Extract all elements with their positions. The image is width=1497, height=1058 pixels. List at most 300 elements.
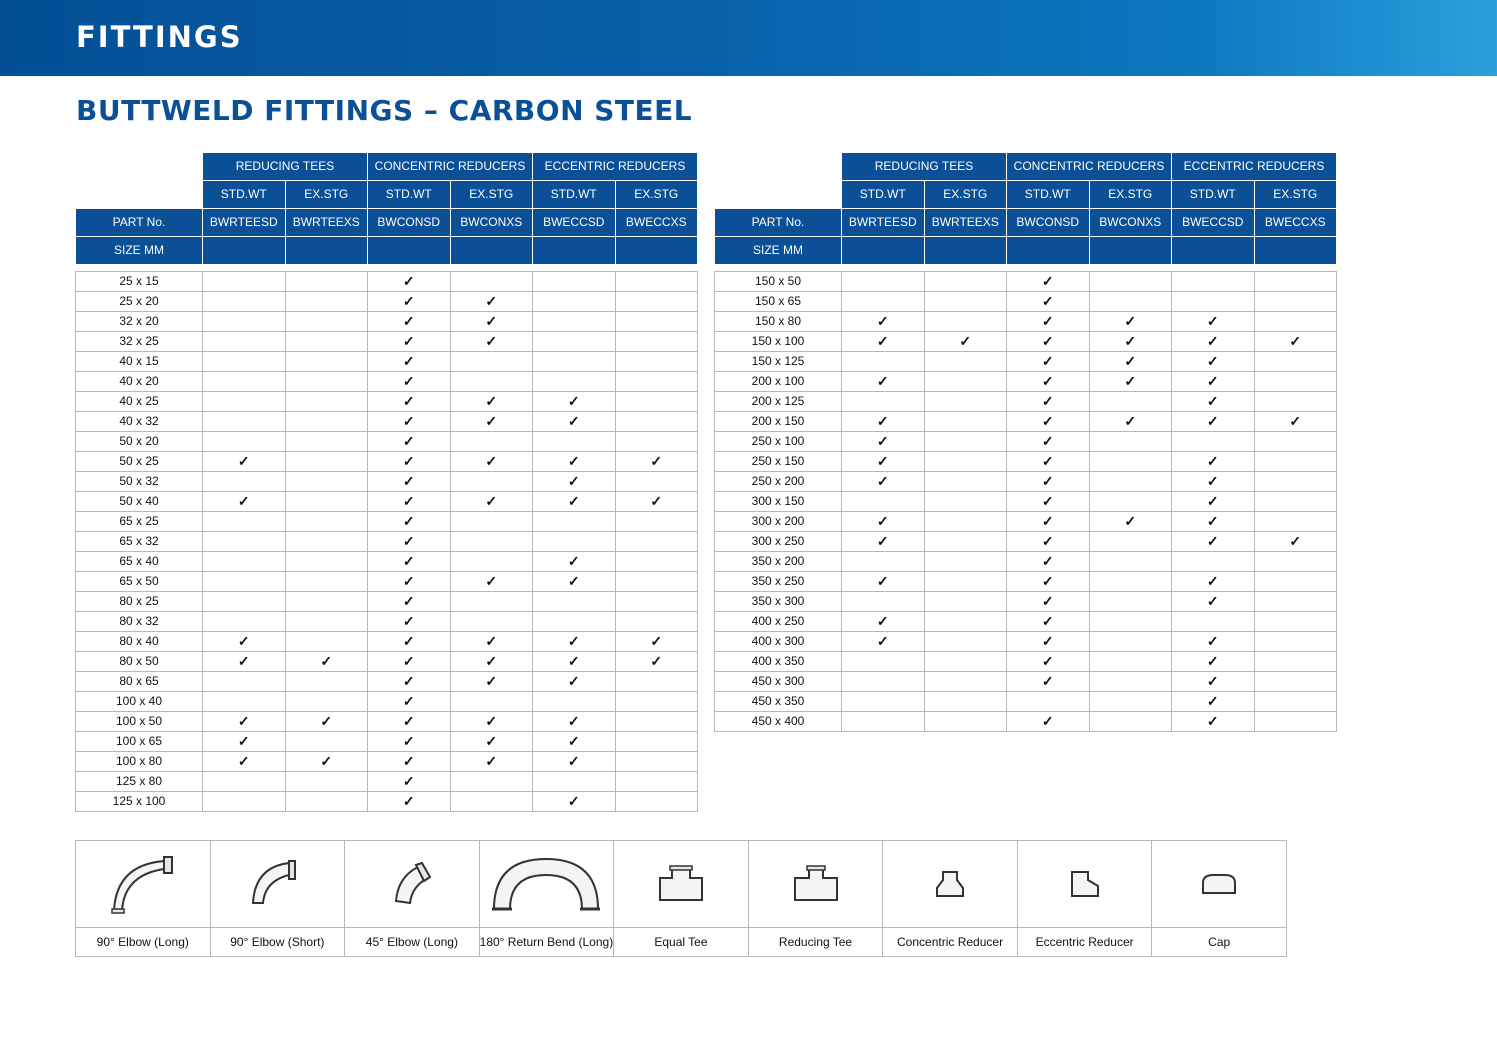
check-mark-cell: ✓ bbox=[615, 492, 698, 512]
check-mark-cell: ✓ bbox=[368, 712, 451, 732]
empty-cell bbox=[1007, 692, 1090, 712]
empty-cell bbox=[842, 592, 925, 612]
empty-cell bbox=[615, 292, 698, 312]
empty-cell bbox=[450, 552, 533, 572]
table-row bbox=[76, 472, 698, 492]
check-mark-cell: ✓ bbox=[842, 312, 925, 332]
group-header-concentric-reducers: CONCENTRIC REDUCERS bbox=[368, 153, 533, 181]
check-mark-cell: ✓ bbox=[1007, 532, 1090, 552]
empty-cell bbox=[924, 372, 1007, 392]
empty-cell bbox=[615, 732, 698, 752]
table-row bbox=[76, 572, 698, 592]
group-header-reducing-tees: REDUCING TEES bbox=[842, 153, 1007, 181]
group-header-eccentric-reducers: ECCENTRIC REDUCERS bbox=[533, 153, 698, 181]
check-mark-cell: ✓ bbox=[1172, 392, 1255, 412]
empty-cell bbox=[1172, 272, 1255, 292]
check-mark-cell: ✓ bbox=[368, 352, 451, 372]
check-mark-cell: ✓ bbox=[533, 792, 616, 812]
empty-cell bbox=[1254, 312, 1337, 332]
empty-cell bbox=[533, 692, 616, 712]
empty-cell bbox=[285, 732, 368, 752]
empty-cell bbox=[203, 412, 286, 432]
empty-cell bbox=[1089, 572, 1172, 592]
empty-cell bbox=[842, 272, 925, 292]
empty-cell bbox=[842, 552, 925, 572]
empty-cell bbox=[285, 472, 368, 492]
table-row bbox=[715, 572, 1337, 592]
size-cell: 80 x 65 bbox=[76, 672, 203, 692]
check-mark-cell: ✓ bbox=[1172, 652, 1255, 672]
table-row bbox=[715, 692, 1337, 712]
table-row bbox=[715, 372, 1337, 392]
part-number: BWECCXS bbox=[1254, 209, 1337, 237]
empty-cell bbox=[203, 692, 286, 712]
table-row bbox=[715, 412, 1337, 432]
table-row bbox=[715, 672, 1337, 692]
fitting-label: 180° Return Bend (Long) bbox=[479, 928, 614, 957]
subhead: STD.WT bbox=[203, 181, 286, 209]
check-mark-cell: ✓ bbox=[450, 632, 533, 652]
empty-cell bbox=[450, 692, 533, 712]
size-mm-label: SIZE MM bbox=[76, 237, 203, 265]
empty-cell bbox=[533, 772, 616, 792]
empty-cell bbox=[285, 792, 368, 812]
empty-cell bbox=[450, 352, 533, 372]
check-mark-cell: ✓ bbox=[1007, 672, 1090, 692]
empty-cell bbox=[615, 772, 698, 792]
group-header-concentric-reducers: CONCENTRIC REDUCERS bbox=[1007, 153, 1172, 181]
check-mark-cell: ✓ bbox=[1007, 452, 1090, 472]
empty-cell bbox=[533, 532, 616, 552]
table-row bbox=[715, 492, 1337, 512]
check-mark-cell: ✓ bbox=[450, 452, 533, 472]
part-number: BWECCSD bbox=[1172, 209, 1255, 237]
header-banner bbox=[0, 0, 1497, 76]
empty-cell bbox=[285, 552, 368, 572]
check-mark-cell: ✓ bbox=[533, 472, 616, 492]
subhead: STD.WT bbox=[533, 181, 616, 209]
check-mark-cell: ✓ bbox=[368, 572, 451, 592]
empty-cell bbox=[615, 712, 698, 732]
empty-cell bbox=[1089, 692, 1172, 712]
empty-cell bbox=[1254, 672, 1337, 692]
check-mark-cell: ✓ bbox=[450, 292, 533, 312]
table-row bbox=[76, 332, 698, 352]
subhead: STD.WT bbox=[368, 181, 451, 209]
part-number: BWECCXS bbox=[615, 209, 698, 237]
empty-cell bbox=[1089, 712, 1172, 732]
empty-cell bbox=[924, 492, 1007, 512]
empty-cell bbox=[203, 392, 286, 412]
size-cell: 450 x 400 bbox=[715, 712, 842, 732]
check-mark-cell: ✓ bbox=[1089, 512, 1172, 532]
elbow-45-long-icon bbox=[390, 861, 434, 907]
check-mark-cell: ✓ bbox=[1007, 392, 1090, 412]
empty-cell bbox=[203, 272, 286, 292]
check-mark-cell: ✓ bbox=[450, 652, 533, 672]
fitting-image bbox=[883, 841, 1018, 928]
empty-cell bbox=[450, 272, 533, 292]
check-mark-cell: ✓ bbox=[1007, 552, 1090, 572]
check-mark-cell: ✓ bbox=[1172, 312, 1255, 332]
empty-cell bbox=[450, 472, 533, 492]
check-mark-cell: ✓ bbox=[203, 632, 286, 652]
empty-cell bbox=[615, 532, 698, 552]
left-table-header bbox=[75, 152, 698, 265]
empty-cell bbox=[924, 392, 1007, 412]
empty-cell bbox=[924, 532, 1007, 552]
empty-cell bbox=[615, 672, 698, 692]
check-mark-cell: ✓ bbox=[368, 752, 451, 772]
check-mark-cell: ✓ bbox=[1007, 492, 1090, 512]
empty-cell bbox=[203, 332, 286, 352]
size-cell: 40 x 25 bbox=[76, 392, 203, 412]
check-mark-cell: ✓ bbox=[1089, 312, 1172, 332]
subhead: STD.WT bbox=[1007, 181, 1090, 209]
check-mark-cell: ✓ bbox=[1172, 352, 1255, 372]
table-row bbox=[715, 472, 1337, 492]
table-row bbox=[76, 692, 698, 712]
empty-cell bbox=[1089, 532, 1172, 552]
empty-cell bbox=[533, 352, 616, 372]
check-mark-cell: ✓ bbox=[533, 672, 616, 692]
check-mark-cell: ✓ bbox=[1007, 472, 1090, 492]
check-mark-cell: ✓ bbox=[368, 672, 451, 692]
right-table-header bbox=[714, 152, 1337, 265]
empty-cell bbox=[1254, 492, 1337, 512]
empty-cell bbox=[203, 552, 286, 572]
empty-cell bbox=[203, 592, 286, 612]
empty-cell bbox=[1254, 572, 1337, 592]
size-cell: 400 x 250 bbox=[715, 612, 842, 632]
check-mark-cell: ✓ bbox=[1007, 372, 1090, 392]
empty-cell bbox=[203, 772, 286, 792]
empty-cell bbox=[615, 272, 698, 292]
empty-cell bbox=[1089, 472, 1172, 492]
size-cell: 200 x 150 bbox=[715, 412, 842, 432]
check-mark-cell: ✓ bbox=[1172, 512, 1255, 532]
fitting-label: 90° Elbow (Short) bbox=[210, 928, 345, 957]
subhead: EX.STG bbox=[1254, 181, 1337, 209]
empty-cell bbox=[924, 572, 1007, 592]
empty-cell bbox=[615, 312, 698, 332]
size-cell: 50 x 40 bbox=[76, 492, 203, 512]
right-fittings-table bbox=[714, 271, 1337, 732]
empty-cell bbox=[1254, 452, 1337, 472]
empty-cell bbox=[924, 692, 1007, 712]
check-mark-cell: ✓ bbox=[368, 652, 451, 672]
empty-cell bbox=[924, 292, 1007, 312]
check-mark-cell: ✓ bbox=[1254, 412, 1337, 432]
size-cell: 65 x 32 bbox=[76, 532, 203, 552]
empty-cell bbox=[285, 392, 368, 412]
table-row bbox=[715, 452, 1337, 472]
table-row bbox=[76, 612, 698, 632]
empty-cell bbox=[924, 672, 1007, 692]
check-mark-cell: ✓ bbox=[1172, 592, 1255, 612]
empty-cell bbox=[1172, 432, 1255, 452]
size-cell: 150 x 100 bbox=[715, 332, 842, 352]
check-mark-cell: ✓ bbox=[1007, 352, 1090, 372]
check-mark-cell: ✓ bbox=[285, 752, 368, 772]
check-mark-cell: ✓ bbox=[1007, 272, 1090, 292]
check-mark-cell: ✓ bbox=[533, 572, 616, 592]
check-mark-cell: ✓ bbox=[533, 652, 616, 672]
table-row bbox=[76, 652, 698, 672]
check-mark-cell: ✓ bbox=[842, 532, 925, 552]
check-mark-cell: ✓ bbox=[203, 752, 286, 772]
table-row bbox=[76, 272, 698, 292]
part-number: BWCONXS bbox=[450, 209, 533, 237]
empty-cell bbox=[842, 352, 925, 372]
check-mark-cell: ✓ bbox=[1172, 712, 1255, 732]
check-mark-cell: ✓ bbox=[1089, 412, 1172, 432]
empty-cell bbox=[450, 372, 533, 392]
size-mm-label: SIZE MM bbox=[715, 237, 842, 265]
size-cell: 300 x 150 bbox=[715, 492, 842, 512]
empty-cell bbox=[615, 592, 698, 612]
empty-cell bbox=[285, 632, 368, 652]
check-mark-cell: ✓ bbox=[1007, 632, 1090, 652]
check-mark-cell: ✓ bbox=[368, 292, 451, 312]
empty-cell bbox=[1089, 492, 1172, 512]
check-mark-cell: ✓ bbox=[533, 492, 616, 512]
check-mark-cell: ✓ bbox=[842, 572, 925, 592]
part-number: BWRTEESD bbox=[203, 209, 286, 237]
empty-cell bbox=[285, 312, 368, 332]
group-header-reducing-tees: REDUCING TEES bbox=[203, 153, 368, 181]
check-mark-cell: ✓ bbox=[368, 432, 451, 452]
size-cell: 100 x 65 bbox=[76, 732, 203, 752]
check-mark-cell: ✓ bbox=[450, 312, 533, 332]
size-cell: 100 x 50 bbox=[76, 712, 203, 732]
check-mark-cell: ✓ bbox=[1172, 472, 1255, 492]
size-cell: 150 x 50 bbox=[715, 272, 842, 292]
table-row bbox=[76, 532, 698, 552]
table-row bbox=[76, 752, 698, 772]
check-mark-cell: ✓ bbox=[203, 452, 286, 472]
empty-cell bbox=[842, 392, 925, 412]
empty-cell bbox=[1254, 292, 1337, 312]
empty-cell bbox=[842, 712, 925, 732]
size-cell: 80 x 40 bbox=[76, 632, 203, 652]
check-mark-cell: ✓ bbox=[533, 712, 616, 732]
empty-cell bbox=[450, 612, 533, 632]
empty-cell bbox=[842, 652, 925, 672]
empty-cell bbox=[450, 772, 533, 792]
subhead: EX.STG bbox=[450, 181, 533, 209]
check-mark-cell: ✓ bbox=[203, 492, 286, 512]
empty-cell bbox=[615, 412, 698, 432]
empty-cell bbox=[1172, 612, 1255, 632]
fitting-label: Equal Tee bbox=[614, 928, 749, 957]
check-mark-cell: ✓ bbox=[368, 552, 451, 572]
empty-cell bbox=[1254, 272, 1337, 292]
part-number: BWECCSD bbox=[533, 209, 616, 237]
left-fittings-table bbox=[75, 271, 698, 812]
table-row bbox=[76, 392, 698, 412]
fitting-label: 90° Elbow (Long) bbox=[76, 928, 211, 957]
size-cell: 65 x 25 bbox=[76, 512, 203, 532]
check-mark-cell: ✓ bbox=[842, 452, 925, 472]
empty-cell bbox=[924, 712, 1007, 732]
size-cell: 40 x 15 bbox=[76, 352, 203, 372]
check-mark-cell: ✓ bbox=[615, 632, 698, 652]
size-cell: 65 x 40 bbox=[76, 552, 203, 572]
empty-cell bbox=[285, 432, 368, 452]
subhead: EX.STG bbox=[615, 181, 698, 209]
concentric-reducer-icon bbox=[933, 868, 967, 900]
check-mark-cell: ✓ bbox=[285, 652, 368, 672]
check-mark-cell: ✓ bbox=[842, 372, 925, 392]
group-header-eccentric-reducers: ECCENTRIC REDUCERS bbox=[1172, 153, 1337, 181]
empty-cell bbox=[924, 352, 1007, 372]
empty-cell bbox=[924, 472, 1007, 492]
table-row bbox=[76, 712, 698, 732]
empty-cell bbox=[1254, 392, 1337, 412]
empty-cell bbox=[1089, 452, 1172, 472]
table-row bbox=[715, 392, 1337, 412]
size-cell: 32 x 25 bbox=[76, 332, 203, 352]
check-mark-cell: ✓ bbox=[842, 512, 925, 532]
empty-cell bbox=[203, 312, 286, 332]
empty-cell bbox=[1254, 652, 1337, 672]
empty-cell bbox=[450, 432, 533, 452]
table-row bbox=[715, 352, 1337, 372]
size-cell: 80 x 50 bbox=[76, 652, 203, 672]
section-title: BUTTWELD FITTINGS – CARBON STEEL bbox=[76, 94, 693, 127]
part-number: BWRTEESD bbox=[842, 209, 925, 237]
empty-cell bbox=[203, 672, 286, 692]
check-mark-cell: ✓ bbox=[368, 772, 451, 792]
empty-cell bbox=[842, 672, 925, 692]
fitting-image bbox=[748, 841, 883, 928]
fittings-gallery bbox=[75, 840, 1287, 957]
table-row bbox=[76, 792, 698, 812]
check-mark-cell: ✓ bbox=[1007, 292, 1090, 312]
check-mark-cell: ✓ bbox=[368, 272, 451, 292]
empty-cell bbox=[924, 432, 1007, 452]
size-cell: 150 x 125 bbox=[715, 352, 842, 372]
empty-cell bbox=[1254, 632, 1337, 652]
elbow-90-long-icon bbox=[108, 853, 178, 915]
empty-cell bbox=[842, 292, 925, 312]
check-mark-cell: ✓ bbox=[450, 572, 533, 592]
check-mark-cell: ✓ bbox=[1007, 592, 1090, 612]
empty-cell bbox=[615, 692, 698, 712]
check-mark-cell: ✓ bbox=[1007, 512, 1090, 532]
empty-cell bbox=[615, 512, 698, 532]
check-mark-cell: ✓ bbox=[368, 312, 451, 332]
table-row bbox=[76, 732, 698, 752]
check-mark-cell: ✓ bbox=[368, 532, 451, 552]
check-mark-cell: ✓ bbox=[450, 492, 533, 512]
check-mark-cell: ✓ bbox=[615, 652, 698, 672]
size-cell: 25 x 15 bbox=[76, 272, 203, 292]
empty-cell bbox=[615, 332, 698, 352]
check-mark-cell: ✓ bbox=[615, 452, 698, 472]
check-mark-cell: ✓ bbox=[533, 412, 616, 432]
empty-cell bbox=[285, 272, 368, 292]
check-mark-cell: ✓ bbox=[1007, 572, 1090, 592]
empty-cell bbox=[924, 552, 1007, 572]
empty-cell bbox=[924, 452, 1007, 472]
empty-cell bbox=[615, 392, 698, 412]
table-row bbox=[715, 632, 1337, 652]
part-number: BWRTEEXS bbox=[924, 209, 1007, 237]
check-mark-cell: ✓ bbox=[533, 732, 616, 752]
size-cell: 250 x 100 bbox=[715, 432, 842, 452]
check-mark-cell: ✓ bbox=[842, 612, 925, 632]
size-cell: 150 x 80 bbox=[715, 312, 842, 332]
check-mark-cell: ✓ bbox=[450, 712, 533, 732]
empty-cell bbox=[285, 772, 368, 792]
empty-cell bbox=[615, 552, 698, 572]
empty-cell bbox=[450, 592, 533, 612]
table-row bbox=[715, 712, 1337, 732]
check-mark-cell: ✓ bbox=[1172, 532, 1255, 552]
check-mark-cell: ✓ bbox=[368, 412, 451, 432]
size-cell: 25 x 20 bbox=[76, 292, 203, 312]
check-mark-cell: ✓ bbox=[368, 332, 451, 352]
empty-cell bbox=[924, 272, 1007, 292]
check-mark-cell: ✓ bbox=[924, 332, 1007, 352]
cap-icon bbox=[1199, 871, 1239, 897]
check-mark-cell: ✓ bbox=[842, 632, 925, 652]
fitting-label: Cap bbox=[1152, 928, 1287, 957]
check-mark-cell: ✓ bbox=[1007, 612, 1090, 632]
empty-cell bbox=[203, 572, 286, 592]
table-row bbox=[76, 432, 698, 452]
table-row bbox=[715, 592, 1337, 612]
check-mark-cell: ✓ bbox=[368, 632, 451, 652]
empty-cell bbox=[285, 352, 368, 372]
fitting-label: Reducing Tee bbox=[748, 928, 883, 957]
check-mark-cell: ✓ bbox=[450, 672, 533, 692]
part-number: BWCONSD bbox=[368, 209, 451, 237]
check-mark-cell: ✓ bbox=[1172, 332, 1255, 352]
empty-cell bbox=[285, 372, 368, 392]
empty-cell bbox=[285, 672, 368, 692]
empty-cell bbox=[533, 272, 616, 292]
check-mark-cell: ✓ bbox=[1254, 532, 1337, 552]
empty-cell bbox=[1089, 272, 1172, 292]
part-number: BWCONXS bbox=[1089, 209, 1172, 237]
check-mark-cell: ✓ bbox=[1007, 312, 1090, 332]
size-cell: 450 x 300 bbox=[715, 672, 842, 692]
empty-cell bbox=[1089, 672, 1172, 692]
empty-cell bbox=[203, 512, 286, 532]
empty-cell bbox=[1089, 612, 1172, 632]
table-row bbox=[76, 352, 698, 372]
empty-cell bbox=[1089, 392, 1172, 412]
size-cell: 350 x 200 bbox=[715, 552, 842, 572]
empty-cell bbox=[615, 352, 698, 372]
fitting-label: 45° Elbow (Long) bbox=[345, 928, 480, 957]
check-mark-cell: ✓ bbox=[1172, 672, 1255, 692]
empty-cell bbox=[1089, 552, 1172, 572]
empty-cell bbox=[450, 792, 533, 812]
empty-cell bbox=[842, 492, 925, 512]
check-mark-cell: ✓ bbox=[1172, 492, 1255, 512]
check-mark-cell: ✓ bbox=[1007, 332, 1090, 352]
check-mark-cell: ✓ bbox=[450, 752, 533, 772]
empty-cell bbox=[285, 512, 368, 532]
check-mark-cell: ✓ bbox=[1089, 332, 1172, 352]
empty-cell bbox=[1172, 552, 1255, 572]
size-cell: 150 x 65 bbox=[715, 292, 842, 312]
check-mark-cell: ✓ bbox=[1172, 452, 1255, 472]
